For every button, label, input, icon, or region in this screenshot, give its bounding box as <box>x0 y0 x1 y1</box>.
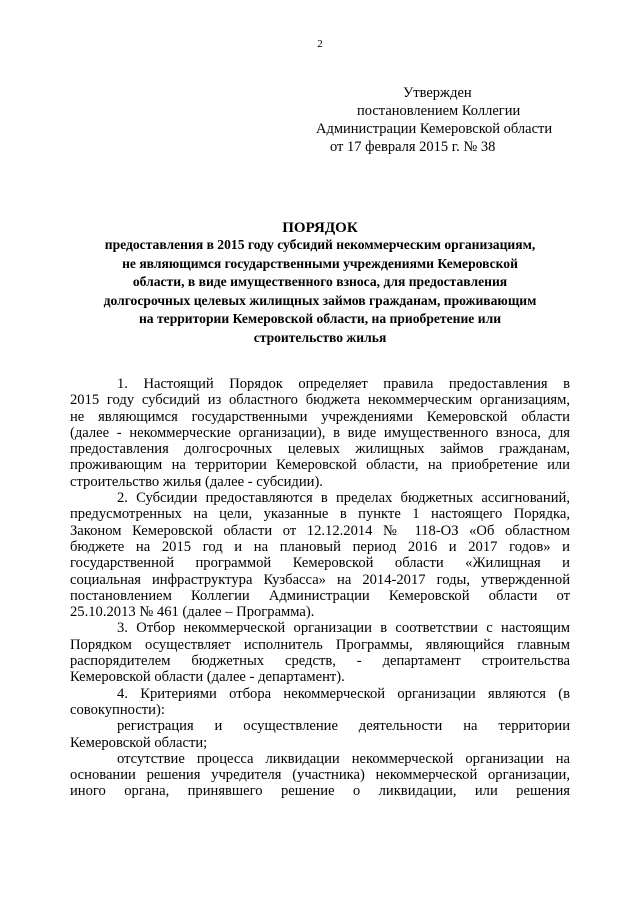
body-line: Порядком осуществляет исполнитель Программы, являющийся главным <box>70 636 570 653</box>
body-line: 4. Критериями отбора некоммерческой организации являются (в <box>117 685 570 702</box>
body-line: постановлением Коллегии Администрации Кемеровской области от <box>70 587 570 604</box>
body-line: не являющимся государственными учреждениями Кемеровской области <box>70 408 570 425</box>
approval-stamp-block <box>300 84 560 156</box>
body-line: Кемеровской области (далее - департамент). <box>70 669 345 686</box>
document-subtitle <box>62 236 578 347</box>
approval-line: постановлением Коллегии <box>357 103 521 119</box>
body-line: Кемеровской области; <box>70 734 208 751</box>
body-line: 25.10.2013 № 461 (далее – Программа). <box>70 604 315 621</box>
body-line: регистрация и осуществление деятельности на территории <box>117 718 570 735</box>
approval-line: Администрации Кемеровской области <box>316 121 553 137</box>
body-line: 3. Отбор некоммерческой организации в соответствии с настоящим <box>117 620 570 637</box>
body-line: (далее - некоммерческие организации), в виде имущественного взноса, для <box>70 424 570 441</box>
body-line: совокупности): <box>70 701 165 718</box>
document-body <box>70 376 570 800</box>
approval-line: Утвержден <box>403 85 472 101</box>
body-line: основании решения учредителя (участника) некоммерческой организации, <box>70 767 570 784</box>
body-line: 2. Субсидии предоставляются в пределах бюджетных ассигнований, <box>117 490 570 507</box>
body-line: Законом Кемеровской области от 12.12.2014 № 118-ОЗ «Об областном <box>70 522 570 539</box>
subtitle-line: области, в виде имущественного взноса, для предоставления <box>132 274 508 289</box>
subtitle-line: не являющимся государственными учреждениями Кемеровской <box>122 255 518 271</box>
subtitle-line: долгосрочных целевых жилищных займов гражданам, проживающим <box>103 292 537 308</box>
body-line: 1. Настоящий Порядок определяет правила предоставления в <box>117 376 570 392</box>
body-line: предусмотренных на цели, указанные в пункте 1 настоящего Порядка, <box>70 506 570 523</box>
body-line: бюджете на 2015 год и на плановый период 2016 и 2017 годов» и <box>70 538 570 555</box>
body-line: строительство жилья (далее - субсидии). <box>70 473 323 490</box>
body-line: социальная инфраструктура Кузбасса» на 2014-2017 годы, утвержденной <box>70 571 570 588</box>
subtitle-line: предоставления в 2015 году субсидий некоммерческим организациям, <box>104 237 536 252</box>
body-line: отсутствие процесса ликвидации некоммерческой организации на <box>117 750 570 767</box>
body-line: иного органа, принявшего решение о ликвидации, или решения <box>70 783 570 800</box>
body-line: проживающим на территории Кемеровской области, на приобретение или <box>70 457 570 474</box>
page-number: 2 <box>317 38 323 50</box>
document-title: ПОРЯДОК <box>282 220 358 236</box>
body-line: 2015 году субсидий из областного бюджета некоммерческим организациям, <box>70 392 570 409</box>
body-line: государственной программой Кемеровской области «Жилищная и <box>70 555 570 572</box>
body-line: распорядителем бюджетных средств, - департамент строительства <box>70 653 570 670</box>
approval-line: от 17 февраля 2015 г. № 38 <box>330 139 496 155</box>
body-line: предоставления долгосрочных целевых жилищных займов гражданам, <box>70 441 570 458</box>
subtitle-line: на территории Кемеровской области, на приобретение или <box>138 311 502 326</box>
subtitle-line: строительство жилья <box>253 329 387 345</box>
